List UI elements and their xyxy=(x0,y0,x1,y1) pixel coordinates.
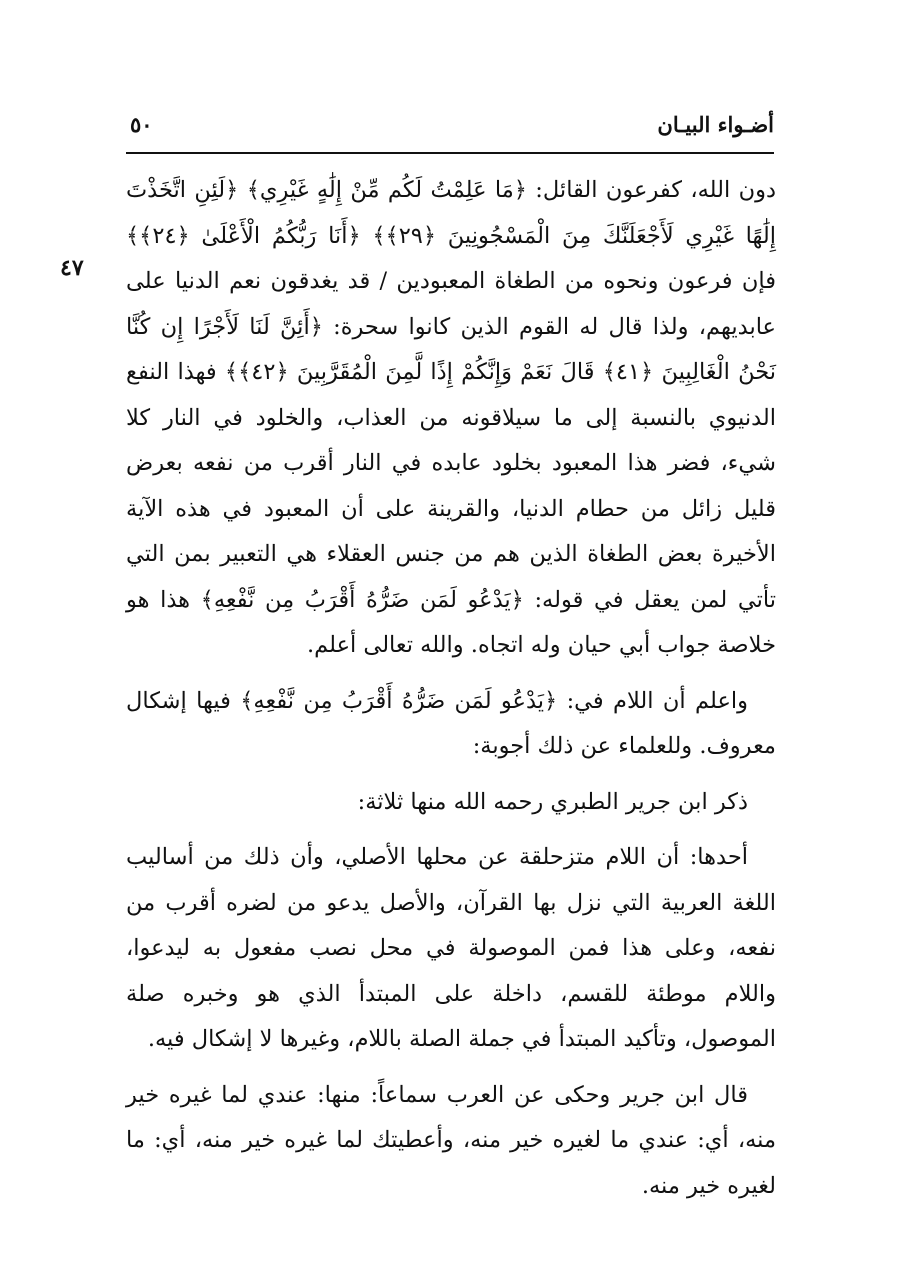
paragraph-2: واعلم أن اللام في: ﴿يَدْعُو لَمَن ضَرُّهُ أَقْرَبُ مِن نَّفْعِهِ﴾ فيها إشكال معروف. وللعلماء عن ذلك أجوبة: xyxy=(126,687,776,759)
paragraph-4: أحدها: أن اللام متزحلقة عن محلها الأصلي، وأن ذلك من أساليب اللغة العربية التي نزل بها القرآن، والأصل يدعو من لضره أقرب من نفعه، وعلى هذا فمن الموصولة في محل نصب مفعول به ليدعوا، واللام موطئة للقسم، داخلة على المبتدأ الذي هو وخبره صلة الموصول، وتأكيد المبتدأ في جملة الصلة باللام، وغيرها لا إشكال فيه. xyxy=(126,844,776,1052)
paragraph-3: ذكر ابن جرير الطبري رحمه الله منها ثلاثة: xyxy=(357,788,748,815)
running-header xyxy=(126,110,774,148)
paragraph-5: قال ابن جرير وحكى عن العرب سماعاً: منها: عندي لما غيره خير منه، أي: عندي ما لغيره خير منه، وأعطيتك لما غيره خير منه، أي: ما لغيره خير منه. xyxy=(126,1081,776,1199)
book-title: أضـواء البيـان xyxy=(657,112,774,137)
page-number: ٥٠ xyxy=(130,112,153,137)
page-body xyxy=(126,168,776,1209)
paragraph-1: دون الله، كفرعون القائل: ﴿مَا عَلِمْتُ لَكُم مِّنْ إِلَٰهٍ غَيْرِي﴾ ﴿لَئِنِ اتَّخَذْتَ إِلَٰهًا غَيْرِي لَأَجْعَلَنَّكَ مِنَ الْمَسْجُونِينَ ﴿٢٩﴾﴾ ﴿أَنَا رَبُّكُمُ الْأَعْلَىٰ ﴿٢٤﴾﴾ فإن فرعون ونحوه من الطغاة المعبودين / قد يغدقون نعم الدنيا على عابديهم، ولذا قال له القوم الذين كانوا سحرة: ﴿أَئِنَّ لَنَا لَأَجْرًا إِن كُنَّا نَحْنُ الْغَالِبِينَ ﴿٤١﴾ قَالَ نَعَمْ وَإِنَّكُمْ إِذًا لَّمِنَ الْمُقَرَّبِينَ ﴿٤٢﴾﴾ فهذا النفع الدنيوي بالنسبة إلى ما سيلاقونه من العذاب، والخلود في النار كلا شيء، فضر هذا المعبود بخلود عابده في النار أقرب من نفعه بعرض قليل زائل من حطام الدنيا، والقرينة على أن المعبود في هذه الآية الأخيرة بعض الطغاة الذين هم من جنس العقلاء هي التعبير بمن التي تأتي لمن يعقل في قوله: ﴿يَدْعُو لَمَن ضَرُّهُ أَقْرَبُ مِن نَّفْعِهِ﴾ هذا هو خلاصة جواب أبي حيان وله اتجاه. والله تعالى أعلم. xyxy=(126,177,776,658)
margin-page-marker: ٤٧ xyxy=(60,255,84,281)
header-rule xyxy=(126,152,774,154)
